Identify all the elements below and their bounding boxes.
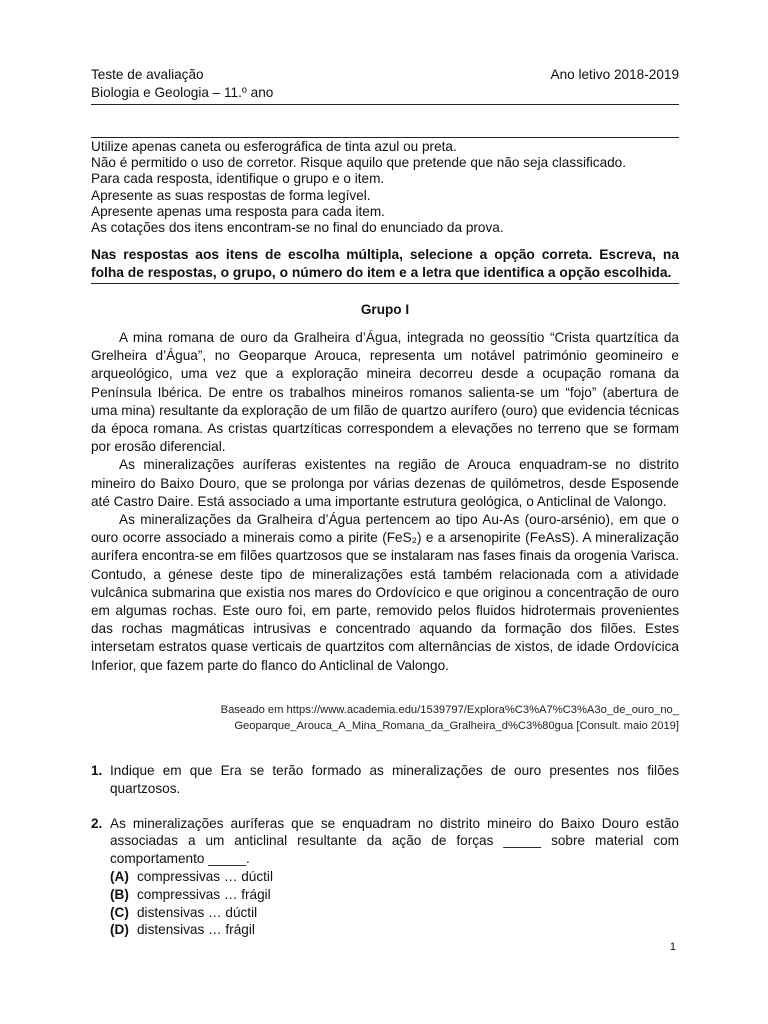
question-text: As mineralizações auríferas que se enquadram no distrito mineiro do Baixo Douro estão associadas a um anticlinal resultante da ação de forças _____ sobre material com comportamento _____.	[110, 815, 679, 867]
answer-option	[110, 868, 679, 886]
subject-label: Biologia e Geologia – 11.º ano	[91, 85, 274, 100]
question-number: 1.	[91, 763, 103, 778]
test-label: Teste de avaliação	[91, 67, 204, 82]
instruction-line: Para cada resposta, identifique o grupo e o item.	[91, 171, 385, 187]
option-letter: (D)	[110, 922, 129, 938]
paragraph: A mina romana de ouro da Gralheira d’Água, integrada no geossítio “Crista quartzítica da Grelheira d’Água”, no Geoparque Arouca, representa um notável património geomineiro e arqueológico, uma vez que a exploração mineira decorreu desde a ocupação romana da Península Ibérica. De entre os trabalhos mineiros romanos salienta-se um “fojo” (abertura de uma mina) resultante da exploração de um filão de quartzo aurífero (ouro) que evidencia técnicas da época romana. As cristas quartzíticas correspondem a elevações no terreno que se formam por erosão diferencial.	[91, 330, 679, 455]
option-text: compressivas … frágil	[137, 886, 271, 902]
instructions-bottom-rule	[91, 283, 679, 284]
question-number: 2.	[91, 815, 103, 831]
source-text	[91, 329, 679, 675]
option-letter: (A)	[110, 868, 129, 884]
option-text: distensivas … frágil	[137, 922, 255, 938]
instruction-line: Não é permitido o uso de corretor. Risque aquilo que pretende que não seja classificado.	[91, 155, 627, 171]
option-letter: (C)	[110, 904, 129, 920]
instruction-line: As cotações dos itens encontram-se no final do enunciado da prova.	[91, 220, 504, 236]
option-letter: (B)	[110, 886, 129, 902]
page-number: 1	[669, 941, 676, 953]
question-text: Indique em que Era se terão formado as mineralizações de ouro presentes nos filões quartzosos.	[110, 763, 679, 796]
source-citation	[180, 702, 679, 735]
instructions-top-rule	[91, 137, 679, 138]
option-text: distensivas … dúctil	[137, 904, 258, 920]
question-item	[91, 815, 679, 940]
school-year: Ano letivo 2018-2019	[550, 67, 679, 82]
answer-option	[110, 921, 679, 939]
answer-option	[110, 904, 679, 922]
source-line-1: Baseado em https://www.academia.edu/1539797/Explora%C3%A7%C3%A3o_de_ouro_no_	[220, 704, 679, 716]
paragraph: As mineralizações da Gralheira d’Água pertencem ao tipo Au-As (ouro-arsénio), em que o ouro ocorre associado a minerais como a pirite (FeS₂) e a arsenopirite (FeAsS). A mineralização aurífera encontra-se em filões quartzosos que se instalaram nas fases finais da orogenia Varisca. Contudo, a génese deste tipo de mineralizações está também relacionada com a atividade vulcânica submarina que existia nos mares do Ordovícico e que originou a concentração de ouro em algumas rochas. Este ouro foi, em parte, removido pelos fluidos hidrotermais provenientes das rochas magmáticas intrusivas e concentrado aquando da formação dos filões. Estes intersetam estratos quase verticais de quartzitos com alternâncias de xistos, de idade Ordovícica Inferior, que fazem parte do flanco do Anticlinal de Valongo.	[91, 512, 679, 673]
header-divider	[91, 104, 679, 105]
page-header	[91, 66, 679, 102]
instruction-line: Apresente as suas respostas de forma legível.	[91, 187, 371, 203]
answer-option	[110, 886, 679, 904]
questions-list	[91, 762, 679, 956]
instructions-block	[91, 139, 679, 236]
instruction-line: Utilize apenas caneta ou esferográfica de tinta azul ou preta.	[91, 139, 457, 154]
question-item	[91, 762, 679, 798]
source-line-2: Geoparque_Arouca_A_Mina_Romana_da_Gralheira_d%C3%80gua [Consult. maio 2019]	[234, 720, 679, 733]
instruction-line: Apresente apenas uma resposta para cada item.	[91, 203, 385, 219]
option-text: compressivas … dúctil	[137, 868, 273, 884]
group-title: Grupo I	[360, 302, 410, 317]
paragraph: As mineralizações auríferas existentes na região de Arouca enquadram-se no distrito mineiro do Baixo Douro, que se prolonga por várias dezenas de quilómetros, desde Esposende até Castro Daire. Está associado a uma importante estrutura geológica, o Anticlinal de Valongo.	[91, 457, 679, 509]
question-body	[110, 815, 679, 940]
multiple-choice-instruction: Nas respostas aos itens de escolha múltipla, selecione a opção correta. Escreva, na folha de respostas, o grupo, o número do item e a letra que identifica a opção escolhida.	[91, 247, 679, 280]
